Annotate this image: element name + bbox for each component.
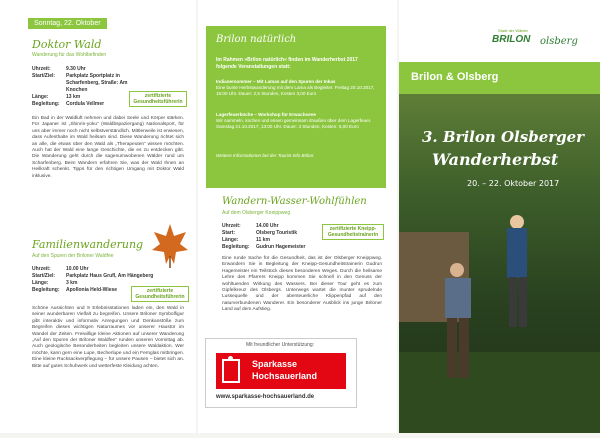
- cover-title-line1: 3. Brilon Olsberger: [422, 128, 585, 146]
- certified-badge-2: zertifizierte Gesundheitsführerin: [131, 286, 189, 302]
- cover-title-line2: Wanderherbst: [432, 150, 559, 169]
- cover-strip: [399, 62, 600, 94]
- sponsor-label: Mit freundlicher Unterstützung:: [246, 342, 315, 348]
- sparkasse-region: Hochsauerland: [252, 371, 318, 381]
- familienwanderung-details: Uhrzeit: 10.00 Uhr Start/Ziel: Parkplatz Haus Grufl, Am Hängeberg Länge: 3 km Begleitung: Apollonia Held-Wiese: [32, 266, 154, 293]
- certified-badge-3: zertifizierte Kneipp-Gesundheitstrainerin: [322, 224, 384, 240]
- wandern-wasser-details: Uhrzeit: 14.00 Uhr Start: Olsberg Touristik Länge: 11 km Begleitung: Gudrun Hagemeister: [222, 223, 306, 250]
- sponsor-box: [205, 338, 357, 408]
- doktor-wald-subtitle: Wanderung für das Wohlbefinden: [32, 52, 107, 58]
- date-tab: Sonntag, 22. Oktober: [28, 18, 107, 29]
- doktor-wald-title: Doktor Wald: [32, 38, 102, 51]
- left-panel: [0, 0, 196, 433]
- cover-strip-text: Brilon & Olsberg: [411, 71, 499, 83]
- doktor-wald-details: Uhrzeit: 9.30 Uhr Start/Ziel: Parkplatz Sportplatz in Scharfenberg, Straße: Am Knochen Länge: 13 km Begleitung: Cordula Vellmer: [32, 66, 128, 107]
- box-title: Brilon natürlich: [216, 34, 297, 45]
- brilon-logo: BRILON: [492, 34, 531, 45]
- cover-date: 20. – 22. Oktober 2017: [467, 179, 560, 188]
- autumn-leaf-icon: [150, 222, 190, 268]
- doktor-wald-text: Ein Bad in der Waldluft nehmen und dabei Seele und Körper stärken. Für Japaner ist „Shinrin-yoku“ (Waldbspaziergang) Nationalsport, für uns aber immer noch nicht selbstverständlich. Mittlerweile ist erwiesen, dass Aufenthalte im Wald heilsam sind. Diese Wanderung richtet sich an alle, die etwas über den Wald als „Therapeuten“ wissen möchten. Auch hat der Wald eine lange Geschichte, die es zu entdecken gibt. Die Wanderung geht durch die sagenumwobenen Wälder rund um Scharfenberg. Beim Wandern erfahren Sie, was der Wald Ihnen an Heilkraft schenkt. Tipps für den richtigen Umgang mit Doktor Wald inklusive.: [32, 116, 184, 179]
- brilon-logo-tagline: Stadt der Wälder: [498, 28, 529, 33]
- sparkasse-url[interactable]: www.sparkasse-hochsauerland.de: [216, 394, 315, 400]
- familienwanderung-subtitle: Auf den Spuren der Briloner Waldfee: [32, 253, 114, 259]
- sparkasse-name: Sparkasse: [252, 359, 298, 369]
- familienwanderung-text: Schöne Aussichten und 9 Erlebnisstationen laden ein, den Wald in seiner wunderbaren Vielfalt zu begreifen. Unsere Briloner Symbolfigur gibt interaktiv und informativ Anregungen und Denkanstöße zum Begreifen dieses wichtigen Naturraumes vor unserer Haustür im Wandel der Zeiten. Freiwillige kleine Aktionen auf unserer Wanderung „Auf den Spuren der Briloner Waldfee“ runden unseren Vormittag ab. Auch geologische Besonderheiten begleiten unsere Waldaktion. Wer möchte, kann gern eine Lupe, Becherlupe und ein Fernglas mitbringen. Eine kleine Rucksackverpflegung – für unsere Pausen – bietet sich an. Bitte auf gutes Schuhwerk und wetterfeste Kleidung achten.: [32, 306, 184, 369]
- event-2: Lagerfeuerküche – Workshop für Erwachsene Wir sammeln, kochen und essen gemeinsam draußen über dem Lagerfeuer. Samstag 21.10.2017, 13:00 Uhr. Dauer: 3 Stunden, Kosten: 5,00 Euro: [216, 112, 372, 129]
- olsberg-logo: olsberg: [540, 36, 578, 47]
- wandern-wasser-title: Wandern-Wasser-Wohlfühlen: [222, 196, 367, 207]
- wandern-wasser-text: Eine runde Sache für die Gesundheit, das ist der Olsberger Kneippweg. Erwandern Sie in Begleitung der Kneipp-Gesundheitstrainerin Gudrun Hagemeister ein Teilstück dieses besonderen Weges. Durch die heilsame Lehre des Pfarrers Kneipp kommen Sie schnell in den Genuss der wohltuenden Wirkung des Wassers. Bei dieser Tour geht es zum Gipfelkreuz des Olsbergs. Unterwegs wartet die munter sprudelnde Lussequelle und der abenteuerliche Klippenpfad auf den naturverbundenen Wanderer. Ein besonderer Ausblick ins junge Briloner Land auf dem Aufstieg.: [222, 256, 382, 313]
- event-info: Weitere Informationen bei der Tourist Info Brilon.: [216, 153, 315, 158]
- sparkasse-logo: [216, 353, 346, 389]
- wandern-wasser-subtitle: Auf dem Olsberger Kneippweg: [222, 210, 291, 216]
- sparkasse-s-icon: [222, 359, 240, 383]
- brilon-natuerlich-box: [206, 26, 386, 188]
- box-intro: Im Rahmen »Brilon natürlich« finden im Wanderherbst 2017 folgende Veranstaltungen statt:: [216, 57, 358, 70]
- familienwanderung-title: Familienwanderung: [32, 238, 144, 251]
- certified-badge: zertifizierte Gesundheitsführerin: [129, 91, 187, 107]
- event-1: Indianersommer – Mit Lamas auf den Spuren der Inkas Eine bunte Herbstwanderung mit dem Lama als Begleiter. Freitag 20.10.2017, 15:00 Uhr. Dauer: 2,5 Stunden, Kosten 3,00 Euro: [216, 79, 375, 96]
